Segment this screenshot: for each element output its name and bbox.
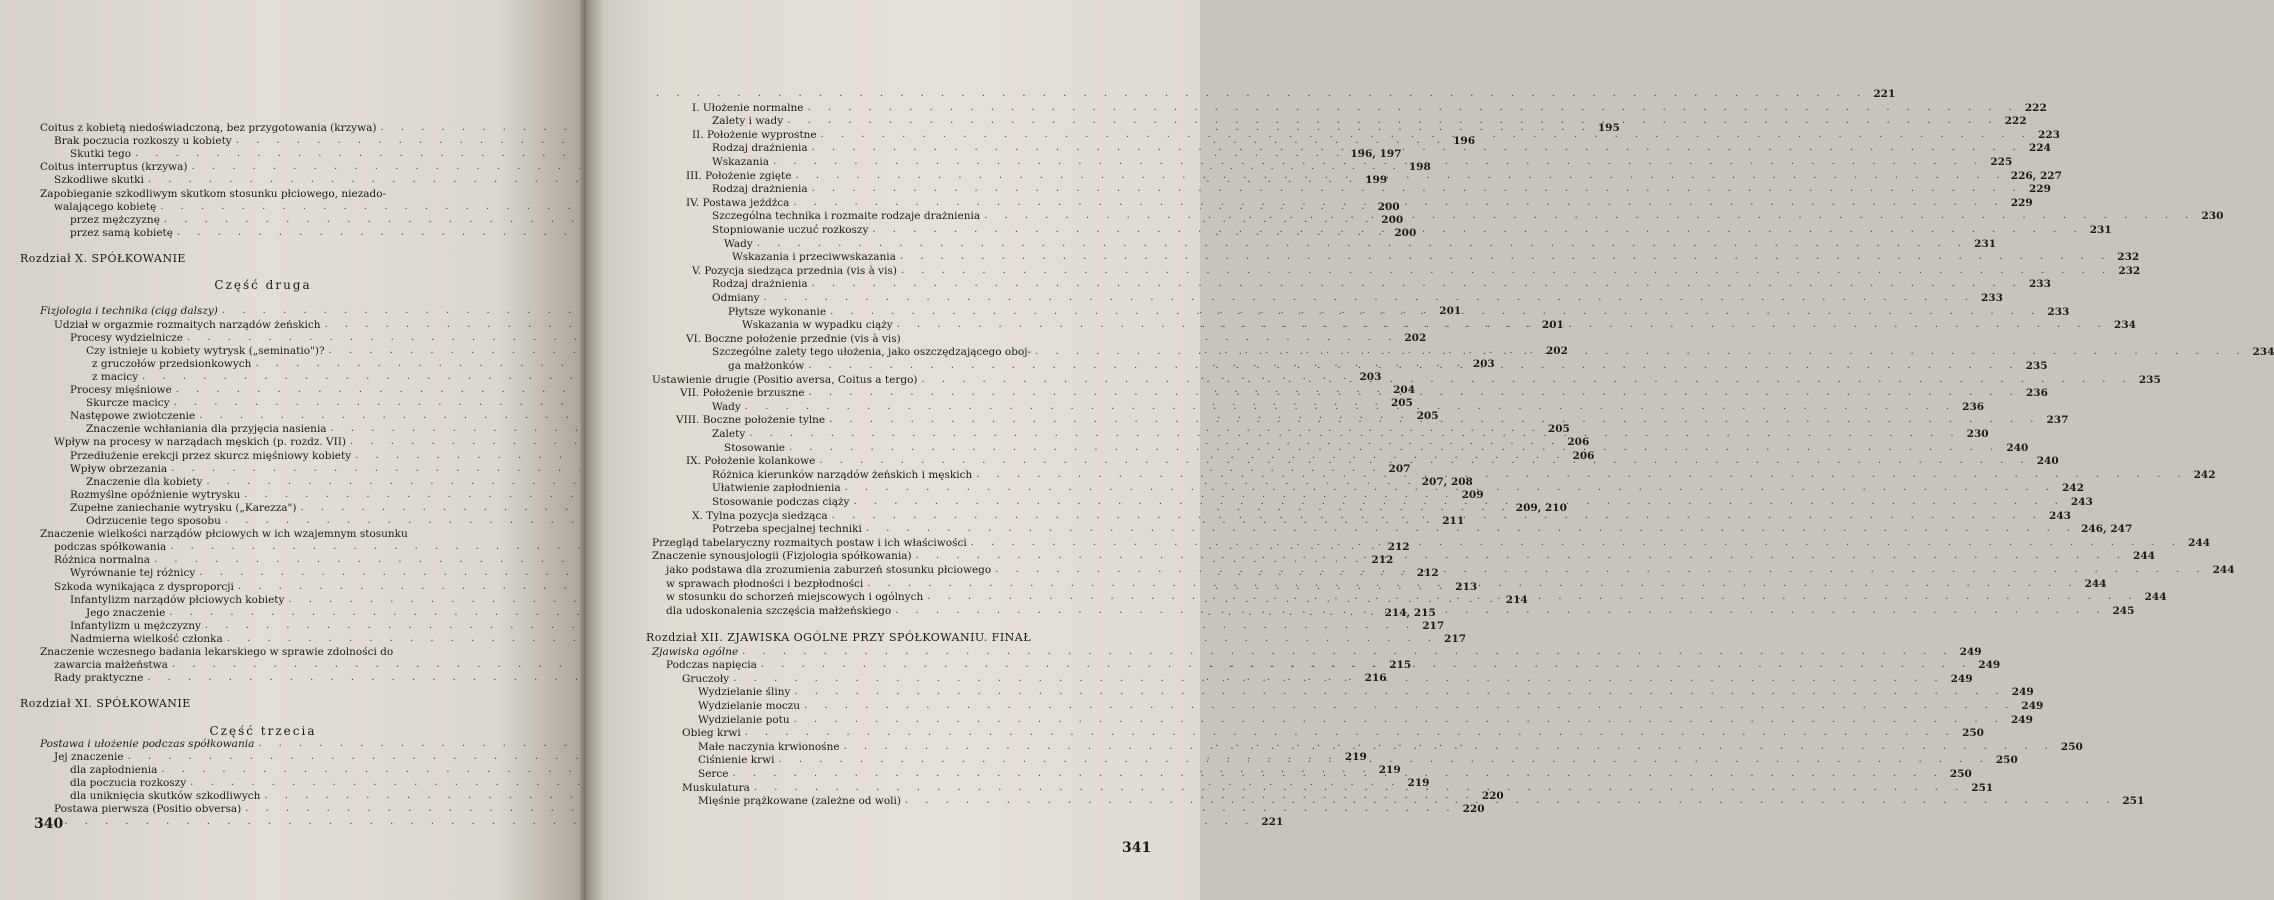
toc-entry-title: VIII. Boczne położenie tylne: [676, 414, 826, 427]
toc-entry: [652, 725, 1984, 740]
toc-entry-page: 236: [1962, 400, 1985, 413]
toc-entry: [40, 238, 486, 252]
toc-entry: [40, 644, 486, 658]
toc-entry-page: 249: [1978, 659, 2001, 672]
toc-entry-title: V. Pozycja siedząca przednia (vis à vis): [692, 264, 897, 277]
toc-entry-title: Zupełne zaniechanie wytrysku („Karezza"): [70, 501, 297, 514]
toc-entry-title: Przegląd tabelaryczny rozmaitych postaw i ich właściwości: [652, 536, 967, 549]
toc-entry-page: 244: [2144, 591, 2167, 604]
toc-entry-title: z gruczołów przedsionkowych: [92, 357, 252, 370]
toc-entry-title: walającego kobietę: [54, 200, 157, 213]
toc-entry-title: Rozdział XII. ZJAWISKA OGÓLNE PRZY SPÓŁKOWANIU. FINAŁ: [646, 631, 1032, 644]
toc-entry-title: Wpływ na procesy w narządach męskich (p. rozdz. VII): [54, 436, 347, 449]
leader-dots: [916, 550, 2127, 562]
toc-entry-title: Postawa i ułożenie podczas spółkowania: [40, 737, 255, 750]
toc-entry-page: 211: [1442, 515, 1465, 527]
leader-dots: [812, 183, 2023, 195]
toc-entry: [40, 277, 486, 291]
leader-dots: [745, 727, 1956, 739]
toc-entry-title: Odmiany: [712, 292, 760, 304]
leader-dots: [809, 387, 2020, 399]
leader-dots: [995, 564, 2206, 576]
toc-entry-title: Szkoda wynikająca z dysproporcji: [54, 580, 234, 593]
toc-entry-page: 242: [2193, 468, 2216, 481]
leader-dots: [745, 401, 1956, 413]
toc-entry-page: 217: [1444, 632, 1467, 645]
toc-entry-title: Wskazania: [712, 156, 769, 168]
leader-dots: [1035, 346, 2246, 358]
toc-entry-title: Różnica kierunków narządów żeńskich i męskich: [712, 468, 973, 481]
toc-entry: [40, 526, 486, 540]
toc-entry-page: 199: [1365, 174, 1388, 187]
leader-dots: [804, 700, 2015, 712]
toc-entry-title: Znaczenie dla kobiety: [86, 475, 203, 488]
toc-entry-title: Nadmierna wielkość członka: [70, 632, 223, 645]
toc-entry-title: Wskazania i przeciwwskazania: [732, 251, 896, 264]
leader-dots: [976, 469, 2187, 481]
toc-entry-title: Różnica normalna: [54, 554, 151, 567]
toc-entry: [40, 723, 486, 737]
toc-entry-title: Rodzaj drażnienia: [712, 183, 808, 196]
toc-entry-title: dla udoskonalenia szczęścia małżeńskiego: [666, 604, 892, 617]
toc-entry-page: 245: [2112, 604, 2135, 617]
toc-entry-title: VII. Położenie brzuszne: [680, 387, 805, 400]
leader-dots: [808, 357, 2019, 372]
toc-entry-page: 244: [2212, 564, 2235, 576]
toc-entry-title: Udział w orgazmie rozmaitych narządów żeńskich: [54, 318, 321, 331]
toc-entry: [40, 814, 1284, 829]
leader-dots: [742, 646, 1953, 658]
leader-dots: [789, 442, 2000, 454]
toc-entry-page: 220: [1481, 790, 1504, 803]
toc-entry-page: 200: [1377, 200, 1400, 213]
toc-entry-page: 195: [1597, 122, 1620, 134]
toc-entry-page: 220: [1462, 803, 1485, 816]
toc-entry-title: dla poczucia rozkoszy: [70, 777, 187, 789]
toc-entry-title: Zalety i wady: [712, 115, 784, 128]
leader-dots: [779, 754, 1990, 766]
toc-entry-page: 214: [1505, 593, 1528, 606]
toc-entry-page: 222: [2004, 115, 2027, 128]
toc-entry: [652, 263, 2141, 277]
leader-dots: [656, 88, 1867, 100]
leader-dots: [733, 768, 1944, 780]
toc-entry-page: 203: [1472, 357, 1495, 370]
toc-entry-page: 209: [1461, 488, 1484, 501]
toc-entry-title: Coitus z kobietą niedoświadczoną, bez przygotowania (krzywa): [40, 122, 377, 134]
toc-entry-page: 243: [2070, 496, 2093, 508]
toc-entry-title: Wyrównanie tej różnicy: [70, 567, 196, 580]
toc-entry-title: Zalety: [712, 428, 746, 440]
toc-entry-page: 200: [1381, 213, 1404, 226]
toc-entry-title: podczas spółkowania: [54, 541, 167, 554]
toc-entry: [652, 684, 2034, 699]
leader-dots: [866, 523, 2077, 535]
leader-dots: [793, 197, 2004, 209]
toc-entry-page: 240: [2036, 455, 2059, 468]
toc-entry: [652, 249, 2140, 264]
toc-entry-page: 212: [1371, 554, 1394, 567]
leader-dots: [844, 741, 2055, 753]
toc-entry-page: 231: [2089, 224, 2112, 236]
toc-entry-page: 221: [1261, 816, 1284, 829]
toc-entry-title: Część trzecia: [209, 723, 317, 738]
toc-entry-page: 219: [1407, 777, 1430, 789]
toc-entry-title: Jego znaczenie: [86, 606, 166, 619]
toc-entry-title: VI. Boczne położenie przednie (vis à vis): [686, 332, 901, 345]
leader-dots: [927, 591, 2138, 603]
toc-entry-title: zawarcia małżeństwa: [54, 659, 168, 672]
toc-entry-title: Szkodliwe skutki: [54, 174, 144, 187]
toc-entry: [652, 100, 2047, 114]
leader-dots: [819, 455, 2030, 467]
toc-entry-page: 207: [1388, 462, 1411, 475]
toc-entry-title: Rodzaj drażnienia: [712, 278, 808, 291]
toc-entry-page: 233: [2028, 278, 2051, 291]
toc-entry: [652, 276, 2051, 291]
leader-dots: [807, 102, 2018, 114]
toc-entry-title: Ustawienie drugie (Positio aversa, Coitus a tergo): [652, 373, 918, 386]
toc-entry-title: jako podstawa dla zrozumienia zaburzeń stosunku płciowego: [666, 564, 992, 576]
toc-entry-title: Rozdział X. SPÓŁKOWANIE: [20, 252, 186, 265]
toc-entry: [40, 618, 1445, 632]
toc-entry-title: IV. Postawa jeźdźca: [686, 196, 790, 209]
leader-dots: [757, 238, 1968, 250]
toc-entry-title: Jej znaczenie: [54, 750, 124, 763]
toc-entry-page: 235: [2025, 360, 2048, 372]
toc-entry-page: 225: [1990, 156, 2013, 168]
toc-entry: [652, 739, 2083, 753]
toc-entry-title: Rady praktyczne: [54, 672, 144, 685]
toc-entry-page: 250: [1995, 754, 2018, 767]
toc-entry-page: 214, 215: [1384, 606, 1436, 619]
toc-entry: [40, 264, 486, 278]
toc-entry-title: Rozmyślne opóźnienie wytrysku: [70, 488, 241, 501]
toc-entry-title: w sprawach płodności i bezpłodności: [666, 577, 864, 590]
toc-entry-title: Serce: [698, 768, 729, 780]
toc-entry: [652, 290, 2003, 304]
toc-entry-page: 224: [2028, 142, 2051, 155]
toc-entry-title: Obieg krwi: [682, 727, 741, 740]
toc-entry-title: Wydzielanie śliny: [698, 686, 791, 699]
toc-entry-page: 204: [1393, 384, 1415, 396]
toc-entry-page: 217: [1422, 619, 1445, 632]
toc-entry-title: Infantylizm u mężczyzny: [70, 619, 201, 632]
toc-entry-page: 250: [1962, 727, 1984, 740]
leader-dots: [733, 673, 1944, 685]
leader-dots: [845, 482, 2056, 494]
right-page-number: 341: [1122, 840, 1152, 856]
toc-entry-title: Znaczenie synousjologii (Fizjologia spółkowania): [652, 550, 912, 563]
toc-entry-title: IX. Położenie kolankowe: [686, 455, 816, 468]
leader-dots: [872, 224, 2083, 236]
toc-entry-page: 242: [2062, 482, 2084, 495]
toc-entry-page: 196, 197: [1350, 148, 1402, 161]
leader-dots: [787, 115, 1998, 127]
toc-entry-title: Znaczenie wczesnego badania lekarskiego w sprawie zdolności do: [40, 646, 394, 658]
toc-entry-title: Ułatwienie zapłodnienia: [712, 482, 841, 495]
toc-entry-title: Wady: [724, 237, 753, 250]
toc-entry-title: Coitus interruptus (krzywa): [40, 161, 188, 174]
toc-entry-page: 249: [2011, 686, 2034, 699]
toc-entry-title: Stopniowanie uczuć rozkoszy: [712, 224, 869, 236]
toc-entry-title: Skurcze macicy: [86, 397, 170, 410]
toc-entry-title: Ciśnienie krwi: [698, 754, 775, 767]
toc-entry-page: 232: [2118, 264, 2141, 277]
toc-entry-title: Następowe zwiotczenie: [70, 410, 196, 423]
toc-entry-page: 233: [1980, 292, 2003, 304]
toc-entry-page: 234: [2114, 319, 2136, 332]
leader-dots: [761, 659, 1972, 671]
toc-entry: [652, 181, 2051, 196]
toc-entry-title: przez mężczyznę: [70, 213, 160, 226]
leader-dots: [832, 510, 2043, 522]
toc-entry-page: 222: [2024, 101, 2047, 114]
leader-dots: [795, 170, 2006, 182]
toc-entry-page: 215: [1389, 659, 1412, 672]
leader-dots: [821, 129, 2032, 141]
toc-entry-page: 249: [1950, 672, 1973, 685]
toc-entry: [40, 186, 486, 200]
toc-entry-title: Wydzielanie potu: [698, 713, 790, 726]
toc-entry: [40, 736, 486, 750]
toc-entry-page: 216: [1364, 672, 1387, 685]
toc-entry-page: 209, 210: [1515, 501, 1567, 514]
toc-entry-page: 201: [1541, 318, 1564, 331]
toc-entry-page: 221: [1873, 88, 1896, 100]
toc-entry-title: Znaczenie wielkości narządów płciowych w ich wzajemnym stosunku: [40, 528, 408, 541]
toc-entry-title: Stosowanie podczas ciąży: [712, 496, 850, 508]
leader-dots: [900, 251, 2111, 263]
toc-entry-page: 246, 247: [2081, 523, 2133, 536]
toc-entry-page: 207, 208: [1421, 475, 1473, 488]
toc-entry: [652, 616, 1130, 630]
toc-entry-page: 205: [1416, 410, 1439, 423]
leader-dots: [812, 142, 2023, 154]
toc-entry-page: 212: [1416, 567, 1439, 580]
toc-entry-title: Potrzeba specjalnej techniki: [712, 523, 862, 536]
leader-dots: [749, 428, 1960, 440]
toc-entry-page: 201: [1439, 305, 1462, 318]
toc-entry: [652, 86, 1896, 100]
toc-entry-page: 250: [2060, 740, 2083, 753]
toc-entry-page: 219: [1344, 750, 1367, 763]
toc-entry-title: Gruczoły: [682, 672, 730, 685]
toc-entry-page: 202: [1404, 331, 1427, 344]
leader-dots: [895, 605, 2106, 617]
toc-entry-page: 234: [2252, 346, 2274, 359]
toc-entry-page: 232: [2117, 251, 2140, 264]
toc-entry-title: Procesy mięśniowe: [70, 384, 172, 396]
toc-entry-page: 229: [2010, 196, 2033, 209]
toc-entry-title: ga małżonków: [728, 360, 805, 372]
toc-entry: [652, 331, 1164, 345]
toc-entry-page: 200: [1394, 226, 1417, 239]
toc-entry-page: 226, 227: [2010, 169, 2062, 182]
toc-entry-title: Czy istnieje u kobiety wytrysk („seminatio")?: [86, 344, 325, 357]
leader-dots: [754, 782, 1965, 794]
toc-entry-page: 236: [2025, 387, 2048, 400]
toc-entry-page: 230: [1966, 428, 1989, 440]
toc-entry-page: 196: [1453, 135, 1476, 148]
leader-dots: [897, 319, 2108, 331]
leader-dots: [830, 306, 2041, 318]
toc-entry-title: Odrzucenie tego sposobu: [86, 515, 221, 527]
toc-entry: [652, 712, 2033, 726]
toc-entry-page: 205: [1547, 423, 1570, 436]
toc-entry-page: 212: [1387, 541, 1410, 554]
toc-entry-title: Znaczenie wchłaniania dla przyjęcia nasienia: [86, 423, 327, 436]
toc-entry-title: Małe naczynia krwionośne: [698, 740, 840, 753]
toc-entry-page: 206: [1572, 449, 1595, 462]
toc-entry-title: Muskulatura: [682, 781, 750, 794]
toc-entry: [646, 630, 1124, 644]
toc-entry-title: Skutki tego: [70, 148, 132, 161]
toc-entry-title: Infantylizm narządów płciowych kobiety: [70, 593, 285, 606]
toc-entry-page: 203: [1359, 370, 1382, 383]
toc-entry-page: 219: [1378, 763, 1401, 776]
leader-dots: [773, 156, 1984, 168]
toc-entry-page: 243: [2049, 509, 2071, 522]
toc-entry-page: 206: [1567, 436, 1590, 449]
toc-entry-title: Wpływ obrzezania: [70, 462, 168, 475]
toc-entry-page: 233: [2047, 305, 2070, 318]
toc-entry-page: 213: [1455, 580, 1478, 593]
toc-entry-page: 244: [2084, 577, 2107, 590]
toc-entry-title: III. Położenie zgięte: [686, 169, 792, 182]
toc-entry-title: II. Położenie wyprostne: [692, 128, 817, 141]
leader-dots: [921, 374, 2132, 386]
toc-entry-title: Rozdział XI. SPÓŁKOWANIE: [20, 697, 191, 711]
toc-entry-title: Wydzielanie moczu: [698, 700, 801, 712]
toc-entry: [652, 698, 2044, 712]
toc-entry-title: dla zapłodnienia: [70, 763, 158, 776]
toc-entry-page: 240: [2006, 441, 2029, 454]
left-page-number: 340: [34, 816, 64, 832]
toc-entry-title: Postawa pierwsza (Positio obversa): [54, 803, 242, 816]
toc-entry-title: w stosunku do schorzeń miejscowych i ogólnych: [666, 591, 924, 604]
leader-dots: [794, 686, 2005, 698]
toc-entry-title: Zjawiska ogólne: [652, 645, 739, 658]
toc-entry-page: 250: [1949, 768, 1972, 780]
toc-entry: [40, 290, 486, 304]
leader-dots: [901, 265, 2112, 277]
toc-entry-title: Płytsze wykonanie: [728, 305, 827, 318]
toc-entry-title: Szczególne zalety tego ułożenia, jako oszczędzającego oboj-: [712, 346, 1032, 359]
toc-entry-title: Fizjologia i technika (ciąg dalszy): [40, 305, 218, 318]
toc-entry: [20, 696, 466, 710]
leader-dots: [812, 278, 2023, 290]
toc-entry-title: Mięśnie prążkowane (zależne od woli): [698, 795, 901, 808]
toc-entry-title: Przedłużenie erekcji przez skurcz mięśniowy kobiety: [70, 449, 352, 462]
toc-entry-page: 251: [2122, 795, 2145, 808]
toc-entry-title: Stosowanie: [724, 441, 786, 454]
toc-entry-title: Brak poczucia rozkoszy u kobiety: [54, 135, 232, 148]
toc-entry-page: 230: [2201, 210, 2224, 223]
toc-entry-title: Rodzaj drażnienia: [712, 142, 808, 155]
toc-entry: [40, 710, 486, 724]
toc-entry: [652, 644, 1982, 658]
toc-entry-page: 249: [1959, 645, 1982, 658]
toc-entry-title: Wskazania w wypadku ciąży: [742, 319, 893, 332]
toc-entry-page: 249: [2021, 700, 2044, 712]
leader-dots: [905, 795, 2116, 807]
toc-entry-page: 202: [1545, 344, 1568, 357]
leader-dots: [794, 714, 2005, 726]
toc-entry-page: 251: [1971, 781, 1994, 794]
toc-entry-page: 237: [2046, 414, 2069, 427]
toc-entry-title: X. Tylna pozycja siedząca: [692, 509, 828, 522]
toc-entry-page: 249: [2011, 713, 2033, 726]
toc-entry-title: dla uniknięcia skutków szkodliwych: [70, 790, 261, 803]
toc-entry-page: 235: [2138, 373, 2161, 386]
toc-entry-title: Wady: [712, 400, 741, 413]
toc-entry-title: Szczególna technika i rozmaite rodzaje drażnienia: [712, 210, 981, 223]
toc-entry-title: z macicy: [92, 370, 139, 383]
toc-entry-title: przez samą kobietę: [70, 226, 173, 239]
toc-entry-title: Zapobieganie szkodliwym skutkom stosunku płciowego, niezado-: [40, 187, 387, 200]
leader-dots: [867, 578, 2078, 590]
leader-dots: [971, 537, 2182, 549]
toc-entry-title: Podczas napięcia: [666, 659, 757, 672]
leader-dots: [764, 292, 1975, 304]
toc-entry-page: 223: [2038, 128, 2060, 141]
toc-entry: [652, 236, 1997, 250]
toc-entry-page: 205: [1390, 397, 1413, 410]
toc-entry-title: Część druga: [214, 278, 312, 293]
toc-entry-page: 244: [2188, 536, 2211, 549]
toc-entry: [40, 683, 486, 697]
toc-entry: [20, 251, 466, 265]
toc-entry-page: 229: [2028, 183, 2051, 196]
toc-entry-page: 231: [1974, 237, 1997, 250]
toc-entry-page: 198: [1408, 161, 1431, 174]
toc-entry-title: Procesy wydzielnicze: [70, 331, 184, 344]
toc-entry-page: 244: [2133, 550, 2155, 563]
leader-dots: [984, 210, 2195, 222]
leader-dots: [829, 414, 2040, 426]
toc-entry-title: I. Ułożenie normalne: [692, 101, 804, 114]
leader-dots: [854, 496, 2065, 508]
